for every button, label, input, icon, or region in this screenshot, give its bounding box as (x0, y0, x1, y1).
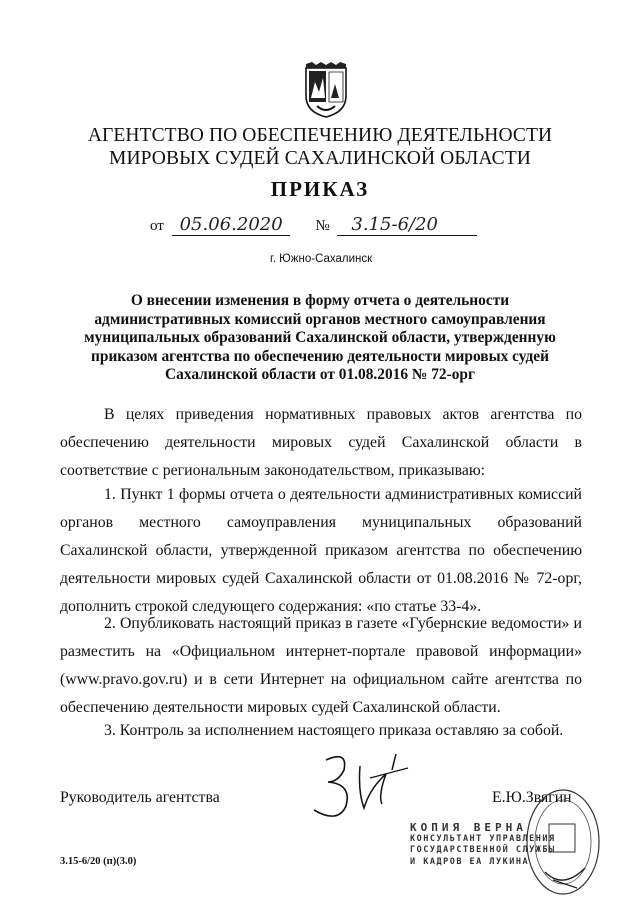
city-label: г. Южно-Сахалинск (270, 253, 373, 265)
order-item-3: 3. Контроль за исполнением настоящего приказа оставляю за собой. (104, 722, 564, 739)
order-item-2: 2. Опубликовать настоящий приказ в газете «Губернские ведомости» и разместить на «Официальном интернет-портале правовой информации» (www.pravo.gov.ru) и в сети Интернет на официальном сайте агентства по обеспечению деятельности мировых судей Сахалинской области. (60, 615, 582, 716)
signatory-name: Е.Ю.Звягин (492, 789, 572, 806)
org-line-1: АГЕНТСТВО ПО ОБЕСПЕЧЕНИЮ ДЕЯТЕЛЬНОСТИ (87, 125, 553, 146)
date-prefix: от (150, 218, 164, 234)
coat-of-arms-icon (303, 62, 349, 118)
document-code: 3.15-6/20 (п)(3.0) (60, 856, 137, 867)
preamble-paragraph: В целях приведения нормативных правовых актов агентства по обеспечению деятельности мировых судей Сахалинской области в соответствие с региональным законодательством, приказываю: (60, 406, 582, 479)
org-line-2: МИРОВЫХ СУДЕЙ САХАЛИНСКОЙ ОБЛАСТИ (109, 148, 531, 169)
document-type: ПРИКАЗ (270, 177, 370, 201)
order-subject (0, 292, 640, 385)
date-number-line (150, 214, 490, 238)
subject-line-5: Сахалинской области от 01.08.2016 № 72-орг (165, 366, 475, 383)
date-field (172, 214, 290, 236)
order-item-1: 1. Пункт 1 формы отчета о деятельности административных комиссий органов местного самоуправления муниципальных образований Сахалинской области, утвержденной приказом агентства по обеспечению деятельности мировых судей Сахалинской области от 01.08.2016 № 72-орг, дополнить строкой следующего содержания: «по статье 33-4». (60, 486, 582, 615)
stamp-line-1: КОПИЯ ВЕРНА (410, 821, 527, 834)
handwritten-number: 3.15-6/20 (351, 214, 439, 235)
subject-line-4: приказом агентства по обеспечению деятельности мировых судей (91, 347, 549, 365)
stamp-line-3: ГОСУДАРСТВЕННОЙ СЛУЖБЫ (410, 845, 556, 855)
subject-line-3: муниципальных образований Сахалинской области, утвержденную (84, 329, 556, 346)
signatory-role: Руководитель агентства (60, 789, 220, 806)
organization-name (0, 124, 640, 170)
stamp-line-4: И КАДРОВ ЕА ЛУКИНА (410, 856, 530, 867)
handwritten-signature (308, 748, 418, 828)
stamp-line-2: КОНСУЛЬТАНТ УПРАВЛЕНИЯ (410, 833, 556, 844)
subject-line-2: административных комиссий органов местного самоуправления (94, 310, 546, 328)
copy-verified-stamp (410, 822, 560, 868)
subject-line-1: О внесении изменения в форму отчета о деятельности (130, 292, 510, 309)
number-field (337, 214, 477, 236)
number-prefix: № (315, 218, 330, 234)
handwritten-date: 05.06.2020 (179, 214, 283, 235)
